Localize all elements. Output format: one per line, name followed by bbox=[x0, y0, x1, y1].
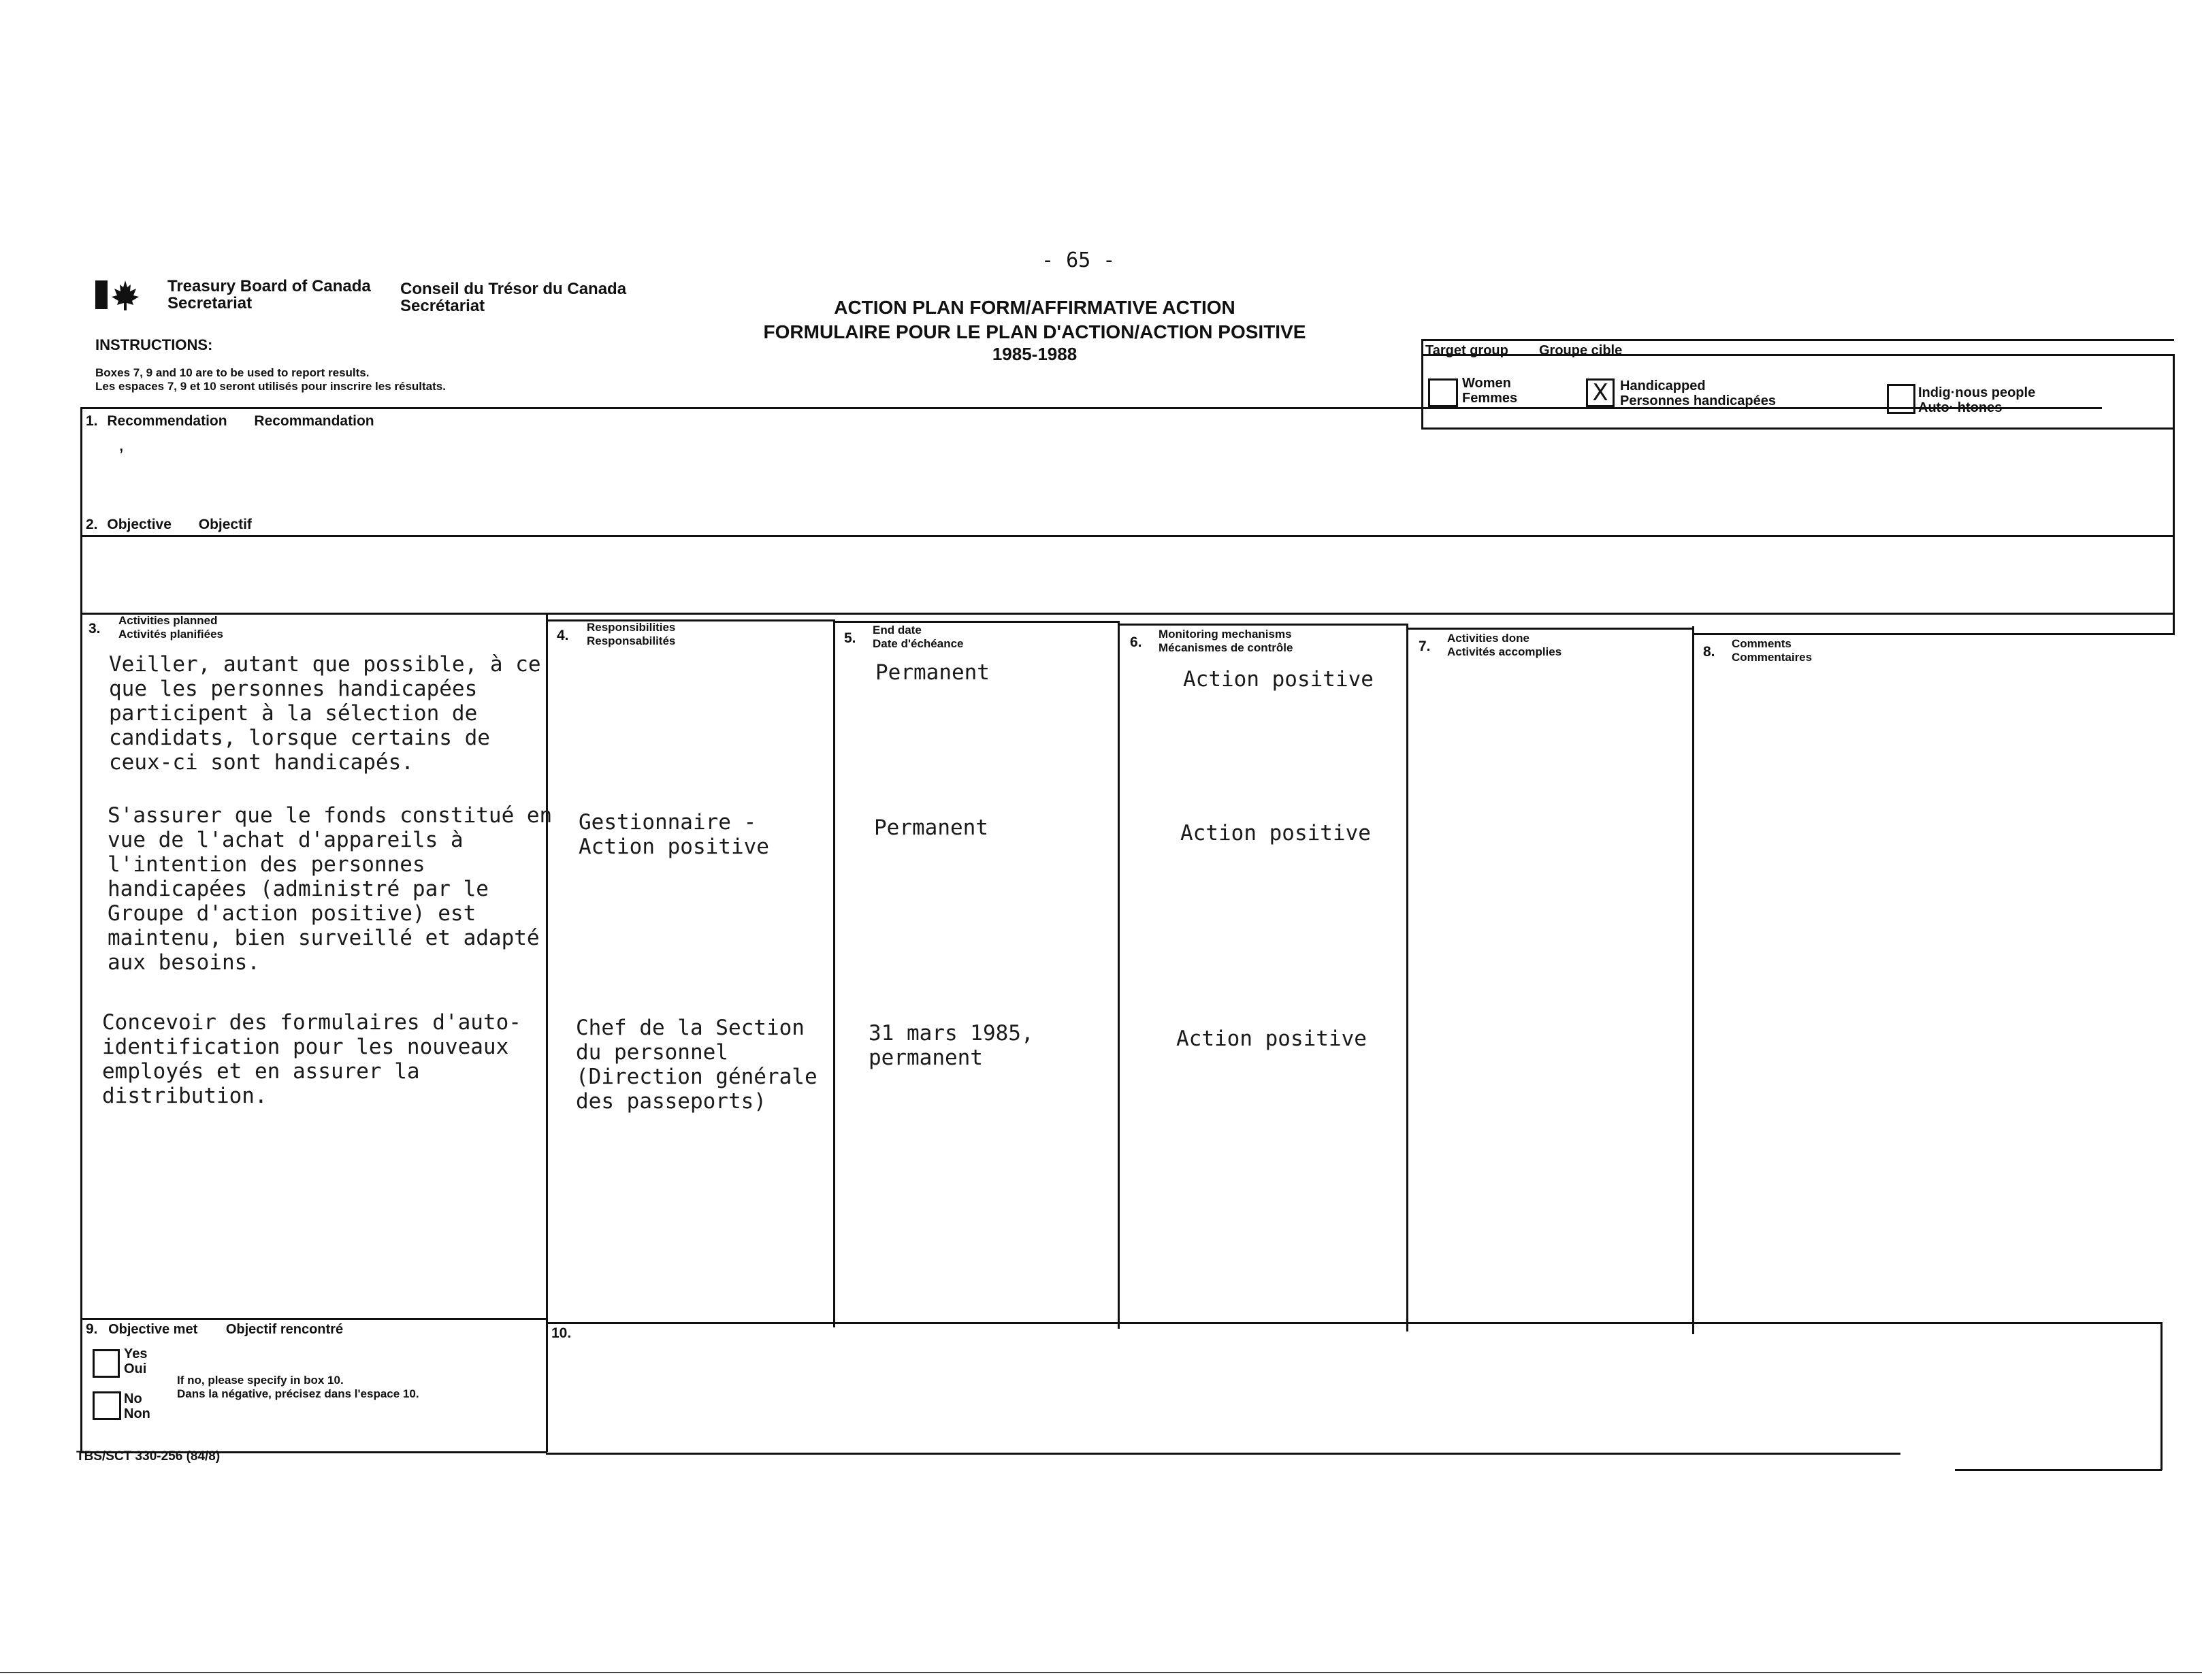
col8-en: Comments bbox=[1732, 637, 1792, 650]
col4-header bbox=[557, 621, 675, 648]
agency-en-line1: Treasury Board of Canada bbox=[167, 277, 371, 295]
col4-en: Responsibilities bbox=[587, 621, 676, 634]
section1-fr: Recommandation bbox=[254, 413, 374, 429]
title-line1: ACTION PLAN FORM/AFFIRMATIVE ACTION bbox=[834, 297, 1235, 318]
section10-num: 10. bbox=[551, 1325, 572, 1341]
title-years: 1985-1988 bbox=[992, 344, 1078, 364]
checkbox-women[interactable] bbox=[1428, 378, 1458, 407]
row2-responsibility[interactable]: Gestionnaire - Action positive bbox=[579, 810, 769, 859]
page-number: - 65 - bbox=[1041, 248, 1116, 272]
checkbox-aboriginal[interactable] bbox=[1887, 384, 1915, 414]
section9-label bbox=[86, 1322, 343, 1337]
bottom-rule bbox=[0, 1672, 2202, 1673]
option-handicapped-fr: Personnes handicapées bbox=[1620, 393, 1776, 408]
col3-header bbox=[88, 614, 223, 641]
option-aboriginal-fr: Auto· htones bbox=[1918, 400, 2003, 415]
section2-fr: Objectif bbox=[198, 517, 252, 532]
col3-num: 3. bbox=[88, 621, 101, 636]
col8-header bbox=[1703, 637, 1812, 664]
col8-num: 8. bbox=[1703, 644, 1715, 660]
row3-monitoring[interactable]: Action positive bbox=[1176, 1027, 1367, 1051]
col5-en: End date bbox=[873, 624, 922, 636]
section9-note-fr: Dans la négative, précisez dans l'espace 10. bbox=[177, 1387, 419, 1400]
row1-monitoring[interactable]: Action positive bbox=[1183, 667, 1374, 692]
col5-fr: Date d'échéance bbox=[873, 637, 964, 650]
agency-fr-line2: Secrétariat bbox=[400, 297, 485, 315]
option-women-fr: Femmes bbox=[1462, 391, 1518, 406]
section2-num: 2. bbox=[86, 517, 98, 532]
option-yes-fr: Oui bbox=[124, 1361, 147, 1376]
section2-label bbox=[86, 516, 252, 533]
row3-end-date[interactable]: 31 mars 1985, permanent bbox=[869, 1021, 1034, 1070]
agency-fr-line1: Conseil du Trésor du Canada bbox=[400, 280, 627, 298]
section9-num: 9. bbox=[86, 1321, 98, 1337]
option-no bbox=[124, 1391, 150, 1421]
instructions-label: INSTRUCTIONS: bbox=[95, 336, 213, 353]
canada-flag-icon bbox=[95, 278, 143, 312]
recommendation-value[interactable]: , bbox=[118, 433, 125, 455]
row1-end-date[interactable]: Permanent bbox=[875, 660, 990, 685]
option-no-en: No bbox=[124, 1391, 142, 1406]
section9-fr: Objectif rencontré bbox=[225, 1322, 344, 1337]
section1-en: Recommendation bbox=[107, 413, 227, 429]
section10-value[interactable] bbox=[565, 1348, 2151, 1443]
col4-num: 4. bbox=[557, 628, 569, 643]
option-no-fr: Non bbox=[124, 1406, 150, 1421]
row2-monitoring[interactable]: Action positive bbox=[1180, 821, 1371, 845]
col6-fr: Mécanismes de contrôle bbox=[1159, 641, 1293, 654]
option-handicapped bbox=[1620, 378, 1776, 408]
target-group-en: Target group bbox=[1425, 343, 1508, 358]
col5-num: 5. bbox=[844, 630, 856, 646]
row2-end-date[interactable]: Permanent bbox=[874, 815, 988, 840]
col7-header bbox=[1419, 632, 1561, 659]
option-aboriginal bbox=[1918, 385, 2035, 415]
col6-header bbox=[1130, 628, 1293, 655]
checkbox-yes[interactable] bbox=[93, 1349, 120, 1378]
agency-name-en bbox=[167, 278, 371, 312]
checkbox-handicapped[interactable] bbox=[1586, 378, 1615, 407]
section9-note bbox=[177, 1374, 419, 1401]
instructions-text bbox=[95, 366, 446, 393]
option-yes-en: Yes bbox=[124, 1346, 148, 1361]
section9-en: Objective met bbox=[108, 1322, 198, 1337]
section1-label bbox=[86, 413, 374, 430]
col8-fr: Commentaires bbox=[1732, 651, 1813, 664]
row1-activity[interactable]: Veiller, autant que possible, à ce que les personnes handicapées participent à la sélection de candidats, lorsque certains de ceux-ci sont handicapés. bbox=[109, 652, 541, 775]
instructions-en: Boxes 7, 9 and 10 are to be used to report results. bbox=[95, 366, 370, 379]
option-women bbox=[1462, 376, 1517, 406]
col7-num: 7. bbox=[1419, 639, 1431, 654]
col6-en: Monitoring mechanisms bbox=[1159, 628, 1292, 641]
row3-activity[interactable]: Concevoir des formulaires d'auto- identification pour les nouveaux employés et en assurer la distribution. bbox=[102, 1010, 521, 1108]
target-group-fr: Groupe cible bbox=[1538, 343, 1623, 358]
checkbox-handicapped-mark: X bbox=[1592, 379, 1608, 406]
row3-responsibility[interactable]: Chef de la Section du personnel (Direction générale des passeports) bbox=[576, 1016, 817, 1114]
target-group-label bbox=[1425, 343, 1622, 358]
form-title bbox=[681, 295, 1389, 364]
checkbox-no[interactable] bbox=[93, 1391, 121, 1420]
title-line2: FORMULAIRE POUR LE PLAN D'ACTION/ACTION POSITIVE bbox=[763, 321, 1306, 342]
option-yes bbox=[124, 1346, 147, 1376]
agency-name-fr bbox=[400, 280, 626, 314]
section1-num: 1. bbox=[86, 413, 98, 429]
col3-fr: Activités planifiées bbox=[118, 628, 224, 641]
agency-en-line2: Secretariat bbox=[167, 294, 253, 312]
section9-note-en: If no, please specify in box 10. bbox=[177, 1374, 344, 1387]
col4-fr: Responsabilités bbox=[587, 634, 676, 647]
option-aboriginal-en: Indig·nous people bbox=[1918, 385, 2036, 400]
col5-header bbox=[844, 624, 964, 651]
comments-cell[interactable] bbox=[1698, 674, 2167, 1327]
option-women-en: Women bbox=[1462, 376, 1511, 391]
col7-fr: Activités accomplies bbox=[1447, 645, 1562, 658]
section2-en: Objective bbox=[107, 517, 172, 532]
objective-value[interactable] bbox=[118, 545, 2092, 613]
option-handicapped-en: Handicapped bbox=[1620, 378, 1706, 393]
instructions-fr: Les espaces 7, 9 et 10 seront utilisés pour inscrire les résultats. bbox=[95, 380, 446, 393]
activities-done-cell[interactable] bbox=[1412, 667, 1688, 1321]
row2-activity[interactable]: S'assurer que le fonds constitué en vue de l'achat d'appareils à l'intention des personnes handicapées (administré par le Groupe d'action positive) est maintenu, bien surveillé et adapté aux besoins. bbox=[108, 803, 553, 975]
col6-num: 6. bbox=[1130, 634, 1142, 650]
form-code: TBS/SCT 330-256 (84/8) bbox=[76, 1449, 221, 1464]
col3-en: Activities planned bbox=[118, 614, 218, 627]
col7-en: Activities done bbox=[1447, 632, 1529, 645]
